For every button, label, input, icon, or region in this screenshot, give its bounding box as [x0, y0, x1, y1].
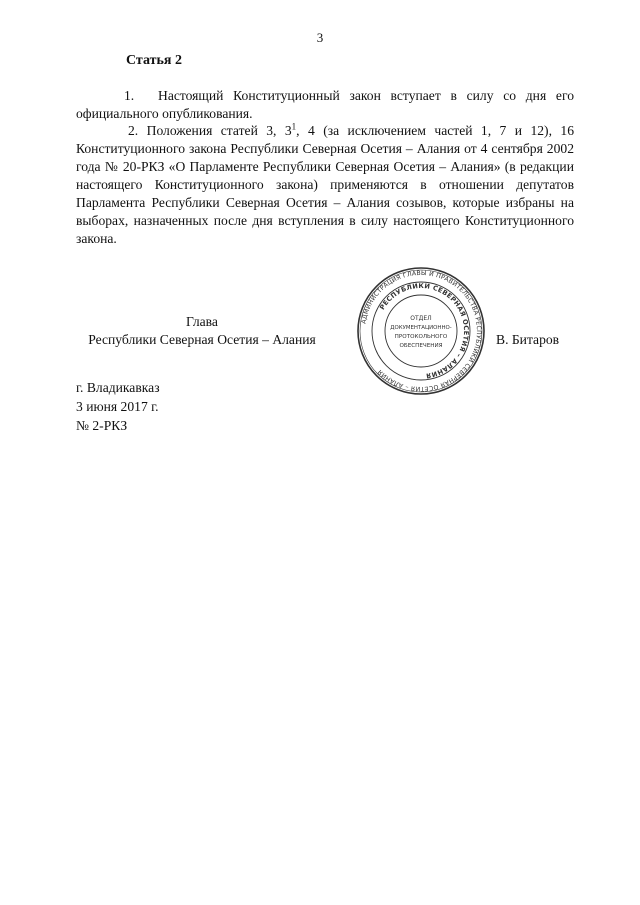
official-stamp-icon: [356, 266, 486, 396]
paragraph-2-superscript: 1: [291, 121, 297, 132]
signature-title-line-2: Республики Северная Осетия – Алания: [88, 332, 316, 347]
article-heading: Статья 2: [126, 53, 182, 68]
paragraph-2: [76, 122, 574, 248]
paragraph-2-text-rest: , 4 (за исключением частей 1, 7 и 12), 16 Конституционного закона Республики Северная Осетия – Алания от 4 сентября 2002 года № 20-РКЗ «О Парламенте Республики Северная Осетия – Алания» (в редакции настоящего Конституционного закона) применяются в отношении депутатов Парламента Республики Северная Осетия – Алания созывов, которые избраны на выборах, назначенных после дня вступления в силу настоящего Конституционного закона.: [76, 123, 574, 246]
date: 3 июня 2017 г.: [76, 399, 159, 414]
law-number: № 2-РКЗ: [76, 418, 128, 433]
place-and-date-block: [76, 378, 160, 435]
signer-name: В. Битаров: [496, 332, 560, 347]
paragraph-1: [76, 87, 574, 123]
stamp-center-line-4: ОБЕСПЕЧЕНИЯ: [399, 343, 443, 349]
signature-title-line-1: Глава: [186, 314, 218, 329]
paragraph-1-text: Настоящий Конституционный закон вступает в силу со дня его официального опубликования.: [76, 88, 574, 121]
stamp-center-line-1: ОТДЕЛ: [410, 315, 432, 322]
paragraph-2-number: 2.: [128, 123, 139, 138]
paragraph-1-number: 1.: [124, 88, 135, 103]
stamp-center-line-2: ДОКУМЕНТАЦИОННО-: [390, 325, 452, 331]
stamp-center-line-3: ПРОТОКОЛЬНОГО: [394, 334, 448, 340]
stamp-inner-ring-text: РЕСПУБЛИКИ СЕВЕРНАЯ ОСЕТИЯ – АЛАНИЯ: [378, 281, 471, 380]
signature-title: [76, 313, 328, 349]
city: г. Владикавказ: [76, 380, 160, 395]
paragraph-2-text-start: Положения статей 3, 3: [146, 123, 292, 138]
stamp-outer-ring-text: АДМИНИСТРАЦИЯ ГЛАВЫ И ПРАВИТЕЛЬСТВА РЕСПУБЛИКИ СЕВЕРНАЯ ОСЕТИЯ – АЛАНИЯ: [360, 269, 483, 393]
page-number: 3: [316, 30, 324, 45]
